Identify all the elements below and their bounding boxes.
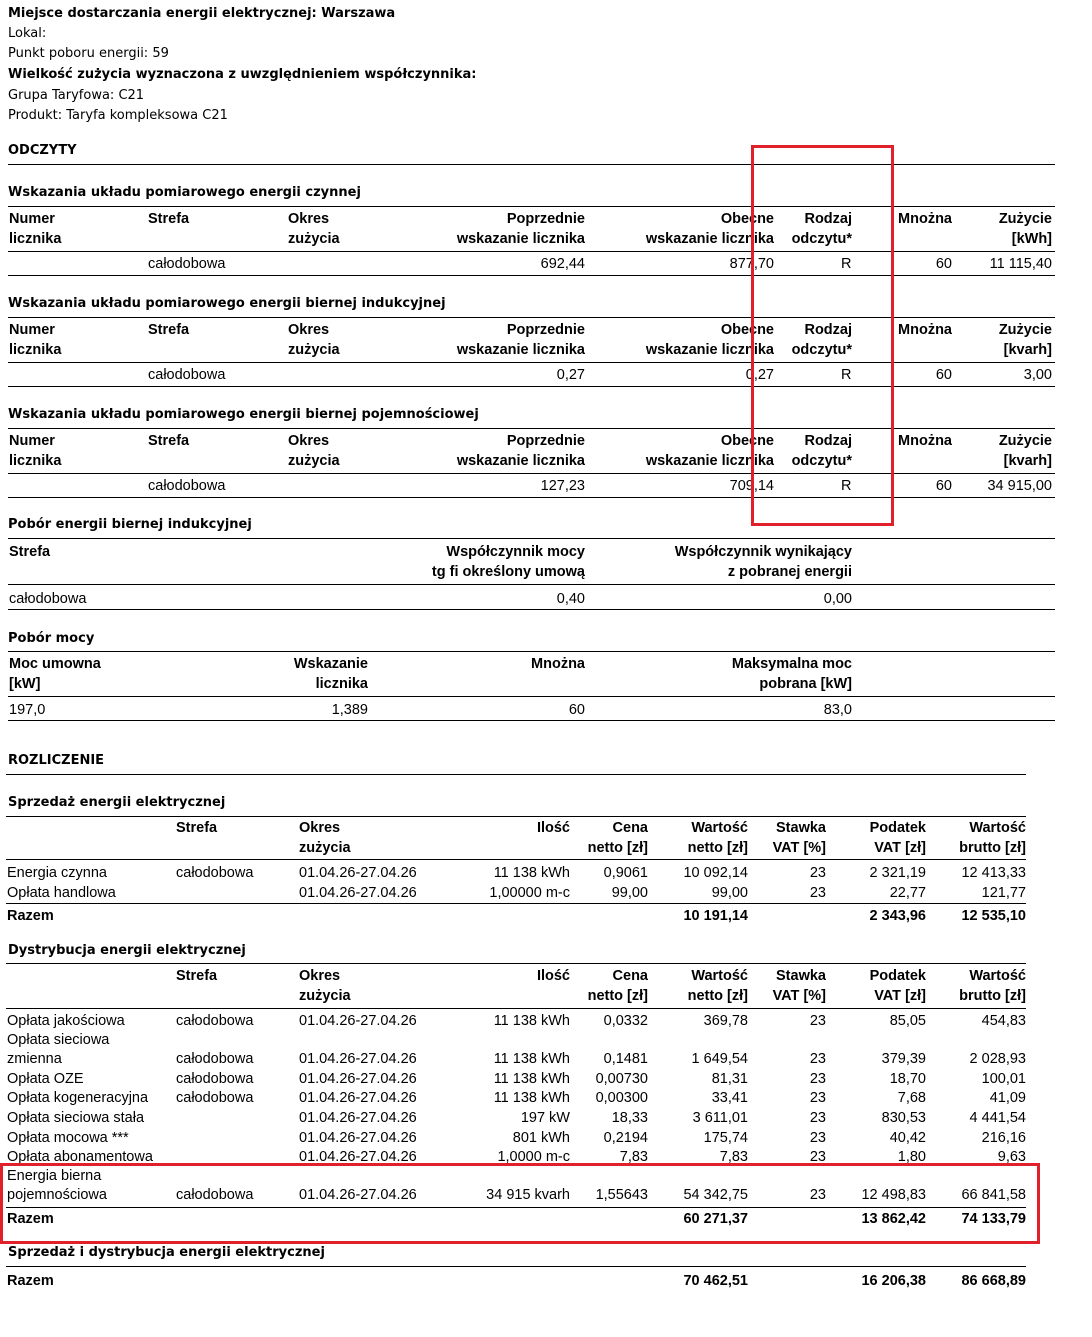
col-meter-number: licznika xyxy=(9,453,62,469)
col-net-value: Wartość xyxy=(691,820,748,836)
rozliczenie-title: ROZLICZENIE xyxy=(8,753,105,768)
col-zone: Strefa xyxy=(176,968,218,984)
row-name: Opłata jakościowa xyxy=(7,1013,125,1029)
row-net: 33,41 xyxy=(711,1090,748,1106)
col-reading-type: Rodzaj xyxy=(804,433,852,449)
row-vat-amount: 18,70 xyxy=(889,1071,926,1087)
row-gross: 2 028,93 xyxy=(969,1051,1026,1067)
row-vat-rate: 23 xyxy=(809,1187,826,1203)
col-vat-rate: Stawka xyxy=(776,968,826,984)
col-gross-value: brutto [zł] xyxy=(959,840,1026,856)
col-reading-type: odczytu* xyxy=(791,231,852,247)
row-gross: 216,16 xyxy=(981,1130,1026,1146)
row-quantity: 197 kW xyxy=(520,1110,570,1126)
reading-zone: całodobowa xyxy=(148,367,226,383)
divider xyxy=(8,206,1055,207)
coef-title: Wielkość zużycia wyznaczona z uwzględnieniem współczynnika: xyxy=(8,67,477,82)
total-gross: 12 535,10 xyxy=(961,908,1026,924)
row-period: 01.04.26-27.04.26 xyxy=(299,1130,417,1146)
row-quantity: 11 138 kWh xyxy=(493,1013,570,1029)
total-label: Razem xyxy=(7,1211,54,1227)
col-period: zużycia xyxy=(288,231,340,247)
row-vat-amount: 40,42 xyxy=(889,1130,926,1146)
moc-title: Pobór mocy xyxy=(8,631,95,646)
col-reading-type: Rodzaj xyxy=(804,322,852,338)
row-vat-amount: 1,80 xyxy=(897,1149,926,1165)
row-period: 01.04.26-27.04.26 xyxy=(299,885,417,901)
row-gross: 121,77 xyxy=(981,885,1026,901)
col-multiplier: Mnożna xyxy=(898,211,952,227)
divider xyxy=(6,903,1026,904)
highlight-box-reactive-energy xyxy=(0,1163,1040,1244)
bierna-title: Pobór energii biernej indukcyjnej xyxy=(8,517,252,532)
reading-zone: całodobowa xyxy=(148,478,226,494)
divider xyxy=(6,774,1026,775)
row-quantity: 34 915 kvarh xyxy=(486,1187,570,1203)
total-net: 10 191,14 xyxy=(683,908,748,924)
sales-title: Sprzedaż energii elektrycznej xyxy=(8,795,226,810)
total-gross: 74 133,79 xyxy=(961,1211,1026,1227)
row-name: Opłata abonamentowa xyxy=(7,1149,153,1165)
row-vat-amount: 12 498,83 xyxy=(861,1187,926,1203)
col-zone: Strefa xyxy=(148,322,190,338)
row-gross: 100,01 xyxy=(981,1071,1026,1087)
col-wyn-2: z pobranej energii xyxy=(727,564,852,580)
moc-col4b: pobrana [kW] xyxy=(759,676,852,692)
reading-current: 709,14 xyxy=(729,478,774,494)
row-vat-rate: 23 xyxy=(809,1149,826,1165)
row-net: 54 342,75 xyxy=(683,1187,748,1203)
row-net: 7,83 xyxy=(719,1149,748,1165)
col-gross-value: brutto [zł] xyxy=(959,988,1026,1004)
col-net-value: netto [zł] xyxy=(687,988,748,1004)
row-vat-amount: 830,53 xyxy=(881,1110,926,1126)
row-period: 01.04.26-27.04.26 xyxy=(299,1013,417,1029)
moc-col3: Mnożna xyxy=(531,656,585,672)
reading-multiplier: 60 xyxy=(935,367,952,383)
divider xyxy=(6,816,1026,817)
row-price: 99,00 xyxy=(611,885,648,901)
reading-current: 0,27 xyxy=(745,367,774,383)
row-quantity: 1,00000 m-c xyxy=(489,885,570,901)
col-period: Okres xyxy=(288,433,330,449)
col-current-reading: wskazanie licznika xyxy=(645,231,774,247)
col-period: Okres xyxy=(288,211,330,227)
row-period: 01.04.26-27.04.26 xyxy=(299,1090,417,1106)
row-period: 01.04.26-27.04.26 xyxy=(299,1071,417,1087)
col-zone: Strefa xyxy=(148,211,190,227)
divider xyxy=(6,963,1026,964)
col-gross-value: Wartość xyxy=(969,968,1026,984)
col-multiplier: Mnożna xyxy=(898,433,952,449)
divider xyxy=(8,164,1055,165)
total-gross: 86 668,89 xyxy=(961,1273,1026,1289)
moc-col2a: Wskazanie xyxy=(293,656,368,672)
ppe-label: Punkt poboru energii: 59 xyxy=(8,46,169,61)
row-period: 01.04.26-27.04.26 xyxy=(299,1110,417,1126)
reading-usage: 34 915,00 xyxy=(987,478,1052,494)
col-current-reading: wskazanie licznika xyxy=(645,342,774,358)
col-period: zużycia xyxy=(299,840,351,856)
reading-usage: 11 115,40 xyxy=(989,256,1052,272)
col-meter-number: licznika xyxy=(9,342,62,358)
reading-previous: 0,27 xyxy=(556,367,585,383)
row-name: Energia czynna xyxy=(7,865,107,881)
place-of-delivery: Miejsce dostarczania energii elektrycznej: Warszawa xyxy=(8,6,396,21)
reading-section-title: Wskazania układu pomiarowego energii biernej indukcyjnej xyxy=(8,296,446,311)
row-price: 0,0332 xyxy=(603,1013,648,1029)
row-name: Energia bierna xyxy=(7,1168,102,1184)
row-vat-amount: 85,05 xyxy=(889,1013,926,1029)
row-zone: całodobowa xyxy=(176,1187,254,1203)
divider xyxy=(8,428,1055,429)
total-vat: 2 343,96 xyxy=(869,908,926,924)
row-name: Opłata kogeneracyjna xyxy=(7,1090,149,1106)
row-period: 01.04.26-27.04.26 xyxy=(299,1187,417,1203)
col-current-reading: Obecne xyxy=(720,433,774,449)
col-net-price: netto [zł] xyxy=(587,840,648,856)
reading-zone: całodobowa xyxy=(148,256,226,272)
row-price: 7,83 xyxy=(619,1149,648,1165)
col-wyn-1: Współczynnik wynikający xyxy=(674,544,852,560)
row-vat-rate: 23 xyxy=(809,865,826,881)
col-zone: Strefa xyxy=(9,544,51,560)
col-period: Okres xyxy=(288,322,330,338)
bierna-tg: 0,40 xyxy=(556,591,585,607)
row-gross: 454,83 xyxy=(981,1013,1026,1029)
divider xyxy=(8,473,1055,474)
row-quantity: 11 138 kWh xyxy=(493,1090,570,1106)
row-price: 0,00300 xyxy=(595,1090,648,1106)
row-net: 99,00 xyxy=(711,885,748,901)
row-vat-rate: 23 xyxy=(809,1013,826,1029)
col-quantity: Ilość xyxy=(536,968,570,984)
row-quantity: 801 kWh xyxy=(512,1130,570,1146)
row-gross: 66 841,58 xyxy=(961,1187,1026,1203)
col-tg-2: tg fi określony umową xyxy=(431,564,585,580)
row-zone: całodobowa xyxy=(176,1051,254,1067)
col-period: zużycia xyxy=(288,453,340,469)
row-name: Opłata mocowa *** xyxy=(7,1130,129,1146)
distribution-title: Dystrybucja energii elektrycznej xyxy=(8,943,246,958)
reading-type: R xyxy=(841,367,852,383)
row-vat-rate: 23 xyxy=(809,1090,826,1106)
row-vat-amount: 22,77 xyxy=(889,885,926,901)
row-name: Opłata OZE xyxy=(7,1071,84,1087)
row-name: Opłata sieciowa stała xyxy=(7,1110,145,1126)
row-zone: całodobowa xyxy=(176,1071,254,1087)
divider xyxy=(8,538,1055,539)
reading-section-title: Wskazania układu pomiarowego energii czynnej xyxy=(8,185,361,200)
total-vat: 13 862,42 xyxy=(861,1211,926,1227)
moc-v4: 83,0 xyxy=(823,702,852,718)
reading-multiplier: 60 xyxy=(935,256,952,272)
row-net: 175,74 xyxy=(703,1130,748,1146)
total-net: 60 271,37 xyxy=(683,1211,748,1227)
sales-distribution-title: Sprzedaż i dystrybucja energii elektrycznej xyxy=(8,1245,325,1260)
row-price: 0,9061 xyxy=(603,865,648,881)
highlight-box-readings xyxy=(751,145,894,526)
col-usage-unit: [kWh] xyxy=(1011,231,1052,247)
moc-col2b: licznika xyxy=(315,676,368,692)
col-reading-type: odczytu* xyxy=(791,342,852,358)
col-previous-reading: Poprzednie xyxy=(506,322,585,338)
total-vat: 16 206,38 xyxy=(861,1273,926,1289)
row-gross: 12 413,33 xyxy=(961,865,1026,881)
divider xyxy=(8,386,1055,387)
moc-col1b: [kW] xyxy=(9,676,41,692)
col-multiplier: Mnożna xyxy=(898,322,952,338)
divider xyxy=(6,1008,1026,1009)
row-zone: całodobowa xyxy=(176,865,254,881)
row-quantity: 11 138 kWh xyxy=(493,1051,570,1067)
row-price: 18,33 xyxy=(611,1110,648,1126)
row-gross: 41,09 xyxy=(989,1090,1026,1106)
col-vat-rate: VAT [%] xyxy=(772,840,826,856)
col-period: zużycia xyxy=(299,988,351,1004)
row-vat-amount: 7,68 xyxy=(897,1090,926,1106)
col-period: Okres xyxy=(299,968,341,984)
divider xyxy=(8,609,1055,610)
col-zone: Strefa xyxy=(176,820,218,836)
col-usage: Zużycie xyxy=(998,211,1052,227)
divider xyxy=(6,1266,1026,1267)
divider xyxy=(8,497,1055,498)
row-net: 3 611,01 xyxy=(692,1110,748,1126)
row-period: 01.04.26-27.04.26 xyxy=(299,865,417,881)
divider xyxy=(8,584,1055,585)
row-zone: całodobowa xyxy=(176,1013,254,1029)
moc-v1: 197,0 xyxy=(9,702,46,718)
row-vat-rate: 23 xyxy=(809,1071,826,1087)
row-name: zmienna xyxy=(7,1051,62,1067)
reading-type: R xyxy=(841,256,852,272)
col-meter-number: licznika xyxy=(9,231,62,247)
col-usage-unit: [kvarh] xyxy=(1003,453,1052,469)
row-vat-amount: 379,39 xyxy=(881,1051,926,1067)
col-net-price: Cena xyxy=(612,968,648,984)
total-label: Razem xyxy=(7,908,54,924)
col-vat-amount: Podatek xyxy=(869,820,926,836)
divider xyxy=(8,317,1055,318)
col-vat-amount: VAT [zł] xyxy=(874,988,926,1004)
col-previous-reading: wskazanie licznika xyxy=(456,231,585,247)
divider xyxy=(8,696,1055,697)
col-meter-number: Numer xyxy=(9,322,55,338)
col-current-reading: Obecne xyxy=(720,322,774,338)
row-name: pojemnościowa xyxy=(7,1187,107,1203)
col-net-value: netto [zł] xyxy=(687,840,748,856)
reading-previous: 692,44 xyxy=(540,256,585,272)
col-gross-value: Wartość xyxy=(969,820,1026,836)
row-quantity: 11 138 kWh xyxy=(493,865,570,881)
row-net: 1 649,54 xyxy=(691,1051,748,1067)
col-vat-rate: VAT [%] xyxy=(772,988,826,1004)
bierna-zone: całodobowa xyxy=(9,591,87,607)
col-period: zużycia xyxy=(288,342,340,358)
col-current-reading: wskazanie licznika xyxy=(645,453,774,469)
col-meter-number: Numer xyxy=(9,433,55,449)
moc-v2: 1,389 xyxy=(331,702,368,718)
row-name: Opłata sieciowa xyxy=(7,1032,110,1048)
row-vat-rate: 23 xyxy=(809,885,826,901)
reading-current: 877,70 xyxy=(729,256,774,272)
row-price: 0,00730 xyxy=(595,1071,648,1087)
total-label: Razem xyxy=(7,1273,54,1289)
divider xyxy=(8,720,1055,721)
divider xyxy=(6,859,1026,860)
row-vat-amount: 2 321,19 xyxy=(869,865,926,881)
divider xyxy=(8,651,1055,652)
reading-type: R xyxy=(841,478,852,494)
col-net-price: netto [zł] xyxy=(587,988,648,1004)
row-price: 0,2194 xyxy=(603,1130,648,1146)
col-net-value: Wartość xyxy=(691,968,748,984)
col-vat-amount: Podatek xyxy=(869,968,926,984)
col-current-reading: Obecne xyxy=(720,211,774,227)
total-net: 70 462,51 xyxy=(683,1273,748,1289)
divider xyxy=(8,362,1055,363)
col-net-price: Cena xyxy=(612,820,648,836)
reading-section-title: Wskazania układu pomiarowego energii biernej pojemnościowej xyxy=(8,407,479,422)
row-vat-rate: 23 xyxy=(809,1110,826,1126)
col-vat-amount: VAT [zł] xyxy=(874,840,926,856)
bierna-wyn: 0,00 xyxy=(823,591,852,607)
divider xyxy=(8,275,1055,276)
row-net: 10 092,14 xyxy=(683,865,748,881)
col-usage-unit: [kvarh] xyxy=(1003,342,1052,358)
col-quantity: Ilość xyxy=(536,820,570,836)
reading-usage: 3,00 xyxy=(1023,367,1052,383)
divider xyxy=(8,251,1055,252)
row-vat-rate: 23 xyxy=(809,1130,826,1146)
col-usage: Zużycie xyxy=(998,322,1052,338)
row-vat-rate: 23 xyxy=(809,1051,826,1067)
row-net: 81,31 xyxy=(711,1071,748,1087)
row-quantity: 1,0000 m-c xyxy=(497,1149,570,1165)
reading-multiplier: 60 xyxy=(935,478,952,494)
row-name: Opłata handlowa xyxy=(7,885,116,901)
moc-col1a: Moc umowna xyxy=(9,656,101,672)
col-period: Okres xyxy=(299,820,341,836)
col-tg-1: Współczynnik mocy xyxy=(446,544,585,560)
product-label: Produkt: Taryfa kompleksowa C21 xyxy=(8,108,228,123)
row-price: 0,1481 xyxy=(603,1051,648,1067)
col-previous-reading: Poprzednie xyxy=(506,433,585,449)
moc-col4a: Maksymalna moc xyxy=(731,656,852,672)
row-gross: 9,63 xyxy=(997,1149,1026,1165)
col-meter-number: Numer xyxy=(9,211,55,227)
col-zone: Strefa xyxy=(148,433,190,449)
row-quantity: 11 138 kWh xyxy=(493,1071,570,1087)
tariff-group: Grupa Taryfowa: C21 xyxy=(8,88,145,103)
col-previous-reading: wskazanie licznika xyxy=(456,342,585,358)
col-vat-rate: Stawka xyxy=(776,820,826,836)
row-period: 01.04.26-27.04.26 xyxy=(299,1149,417,1165)
row-price: 1,55643 xyxy=(595,1187,648,1203)
col-reading-type: Rodzaj xyxy=(804,211,852,227)
row-zone: całodobowa xyxy=(176,1090,254,1106)
col-previous-reading: wskazanie licznika xyxy=(456,453,585,469)
odczyty-title: ODCZYTY xyxy=(8,143,77,158)
col-reading-type: odczytu* xyxy=(791,453,852,469)
row-net: 369,78 xyxy=(703,1013,748,1029)
reading-previous: 127,23 xyxy=(540,478,585,494)
row-period: 01.04.26-27.04.26 xyxy=(299,1051,417,1067)
moc-v3: 60 xyxy=(568,702,585,718)
local-label: Lokal: xyxy=(8,26,47,41)
col-previous-reading: Poprzednie xyxy=(506,211,585,227)
row-gross: 4 441,54 xyxy=(969,1110,1026,1126)
col-usage: Zużycie xyxy=(998,433,1052,449)
